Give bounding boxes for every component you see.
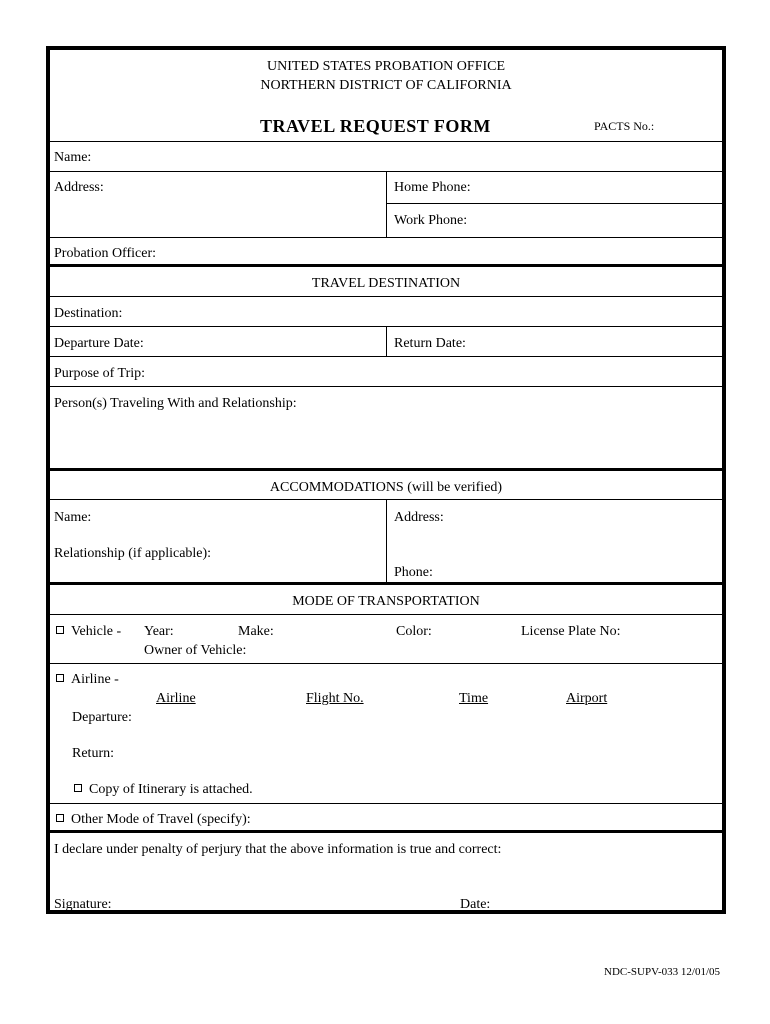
divider (50, 141, 722, 142)
itinerary-checkbox[interactable] (74, 784, 82, 792)
other-travel-label: Other Mode of Travel (specify): (71, 812, 251, 827)
signature-field[interactable]: Signature: (54, 897, 112, 912)
divider (50, 296, 722, 297)
section-divider (50, 468, 722, 471)
other-travel-checkbox[interactable] (56, 814, 64, 822)
column-flight-no: Flight No. (306, 691, 364, 706)
vehicle-option[interactable] (56, 625, 121, 639)
date-field[interactable]: Date: (460, 897, 491, 912)
divider (50, 803, 722, 804)
flight-departure-row[interactable]: Departure: (72, 710, 132, 725)
travel-request-form (46, 46, 726, 914)
pacts-label: PACTS No.: (594, 119, 655, 133)
other-travel-option[interactable] (56, 813, 251, 827)
section-divider (50, 264, 722, 267)
district-name: NORTHERN DISTRICT OF CALIFORNIA (260, 78, 512, 93)
return-date-field[interactable]: Return Date: (394, 336, 466, 351)
accommodation-name-field[interactable]: Name: (54, 510, 92, 525)
vehicle-checkbox[interactable] (56, 626, 64, 634)
divider (50, 386, 722, 387)
itinerary-label: Copy of Itinerary is attached. (89, 782, 253, 797)
airline-checkbox[interactable] (56, 674, 64, 682)
section-divider (50, 830, 722, 833)
divider (50, 663, 722, 664)
itinerary-option[interactable] (74, 783, 253, 797)
divider (386, 499, 387, 582)
relationship-field[interactable]: Relationship (if applicable): (54, 546, 212, 561)
travel-destination-heading: TRAVEL DESTINATION (311, 276, 461, 291)
accommodations-heading: ACCOMMODATIONS (will be verified) (269, 480, 503, 495)
license-plate-field[interactable]: License Plate No: (521, 624, 621, 639)
name-field[interactable]: Name: (54, 150, 92, 165)
persons-traveling-field[interactable]: Person(s) Traveling With and Relationship: (54, 396, 297, 411)
declaration-text: I declare under penalty of perjury that the above information is true and correct: (54, 842, 502, 857)
departure-date-field[interactable]: Departure Date: (54, 336, 144, 351)
home-phone-field[interactable]: Home Phone: (394, 180, 471, 195)
divider (386, 203, 722, 204)
airline-option[interactable] (56, 673, 119, 687)
divider (50, 356, 722, 357)
destination-field[interactable]: Destination: (54, 306, 123, 321)
divider (50, 237, 722, 238)
airline-label: Airline - (71, 672, 119, 687)
divider (386, 171, 387, 237)
purpose-field[interactable]: Purpose of Trip: (54, 366, 146, 381)
accommodation-phone-field[interactable]: Phone: (394, 565, 433, 580)
form-title: TRAVEL REQUEST FORM (260, 116, 491, 136)
column-airport: Airport (566, 691, 608, 706)
address-field[interactable]: Address: (54, 180, 104, 195)
transportation-heading: MODE OF TRANSPORTATION (292, 594, 480, 609)
office-name: UNITED STATES PROBATION OFFICE (266, 59, 506, 74)
probation-officer-field[interactable]: Probation Officer: (54, 246, 156, 261)
vehicle-label: Vehicle - (71, 624, 122, 639)
vehicle-year-field[interactable]: Year: (144, 624, 174, 639)
form-number: NDC-SUPV-033 12/01/05 (604, 966, 721, 978)
flight-return-row[interactable]: Return: (72, 746, 114, 761)
column-airline: Airline (156, 691, 196, 706)
column-time: Time (459, 691, 489, 706)
vehicle-owner-field[interactable]: Owner of Vehicle: (144, 643, 247, 658)
work-phone-field[interactable]: Work Phone: (394, 213, 468, 228)
divider (50, 614, 722, 615)
vehicle-color-field[interactable]: Color: (396, 624, 432, 639)
vehicle-make-field[interactable]: Make: (238, 624, 274, 639)
section-divider (50, 582, 722, 585)
accommodation-address-field[interactable]: Address: (394, 510, 444, 525)
divider (386, 326, 387, 356)
